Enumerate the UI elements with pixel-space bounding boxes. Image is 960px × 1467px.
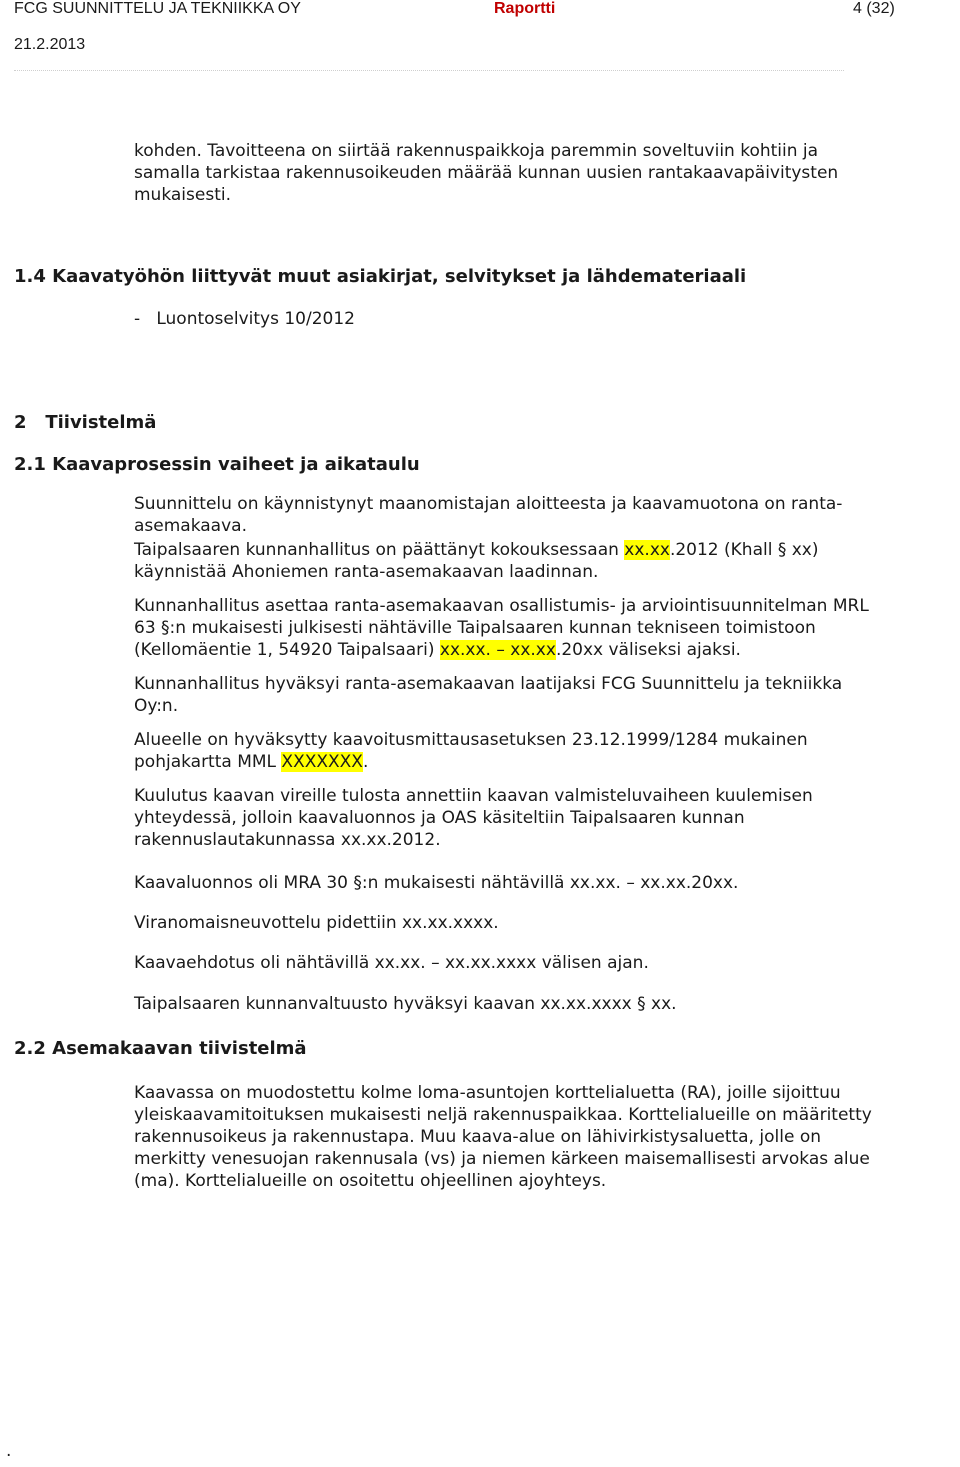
text-line: yhteydessä, jolloin kaavaluonnos ja OAS käsiteltiin Taipalsaaren kunnan bbox=[134, 808, 745, 828]
section-2-1-heading: 2.1 Kaavaprosessin vaiheet ja aikataulu bbox=[14, 454, 420, 475]
text-line: 63 §:n mukaisesti julkisesti nähtäville Taipalsaaren kunnan tekniseen toimistoon bbox=[134, 618, 816, 638]
intro-line: kohden. Tavoitteena on siirtää rakennuspaikkoja paremmin soveltuviin kohtiin ja bbox=[134, 141, 819, 161]
text-line: pohjakartta MML XXXXXXX. bbox=[134, 752, 369, 772]
intro-paragraph bbox=[134, 140, 838, 206]
company-name: FCG SUUNNITTELU JA TEKNIIKKA OY bbox=[14, 0, 301, 17]
text-line: Oy:n. bbox=[134, 696, 179, 716]
text-line: Kunnanhallitus asettaa ranta-asemakaavan osallistumis- ja arviointisuunnitelman MRL bbox=[134, 596, 869, 616]
header-divider bbox=[14, 70, 844, 71]
text-line: Suunnittelu on käynnistynyt maanomistajan aloitteesta ja kaavamuotona on ranta- bbox=[134, 494, 843, 514]
text-line: Kaavassa on muodostettu kolme loma-asuntojen korttelialuetta (RA), joille sijoittuu bbox=[134, 1083, 841, 1103]
intro-line: samalla tarkistaa rakennusoikeuden määrää kunnan uusien rantakaavapäivitysten bbox=[134, 163, 839, 183]
process-paragraph-10: Taipalsaaren kunnanvaltuusto hyväksyi kaavan xx.xx.xxxx § xx. bbox=[134, 994, 677, 1014]
highlight: xx.xx bbox=[624, 540, 670, 560]
text-line: rakennusoikeus ja rakennustapa. Muu kaava-alue on lähivirkistysaluetta, jolle on bbox=[134, 1127, 821, 1147]
process-paragraph-3 bbox=[134, 595, 869, 661]
text-line: merkitty venesuojan rakennusala (vs) ja niemen kärkeen maisemallisesti arvokas alue bbox=[134, 1149, 870, 1169]
text-line: käynnistää Ahoniemen ranta-asemakaavan laadinnan. bbox=[134, 562, 599, 582]
highlight: xx.xx. bbox=[439, 640, 491, 660]
text-line: Kunnanhallitus hyväksyi ranta-asemakaavan laatijaksi FCG Suunnittelu ja tekniikka bbox=[134, 674, 843, 694]
intro-line: mukaisesti. bbox=[134, 185, 231, 205]
process-paragraph-8: Viranomaisneuvottelu pidettiin xx.xx.xxxx. bbox=[134, 913, 499, 933]
document-type: Raportti bbox=[494, 0, 556, 17]
reference-list-item: - Luontoselvitys 10/2012 bbox=[134, 309, 355, 329]
process-paragraph-4 bbox=[134, 673, 842, 717]
footer-mark: . bbox=[6, 1441, 12, 1461]
section-1-4-heading: 1.4 Kaavatyöhön liittyvät muut asiakirjat, selvitykset ja lähdemateriaali bbox=[14, 266, 747, 287]
text-line: rakennuslautakunnassa xx.xx.2012. bbox=[134, 830, 441, 850]
page-header bbox=[0, 0, 960, 60]
document-date: 21.2.2013 bbox=[14, 36, 86, 53]
highlight: xx.xx bbox=[510, 640, 556, 660]
page-number: 4 (32) bbox=[853, 0, 895, 17]
process-paragraph-6 bbox=[134, 785, 813, 851]
process-paragraph-2 bbox=[134, 539, 819, 583]
process-paragraph-1 bbox=[134, 493, 842, 537]
text-line: (ma). Korttelialueille on osoitettu ohjeellinen ajoyhteys. bbox=[134, 1171, 607, 1191]
process-paragraph-5 bbox=[134, 729, 808, 773]
summary-paragraph bbox=[134, 1082, 872, 1192]
text-line: yleiskaavamitoituksen mukaisesti neljä rakennuspaikkaa. Korttelialueille on määritetty bbox=[134, 1105, 872, 1125]
section-2-heading: 2 Tiivistelmä bbox=[14, 412, 157, 433]
section-2-2-heading: 2.2 Asemakaavan tiivistelmä bbox=[14, 1038, 307, 1059]
text-line: (Kellomäentie 1, 54920 Taipalsaari) xx.xx. – xx.xx.20xx väliseksi ajaksi. bbox=[134, 640, 741, 660]
highlight: – bbox=[490, 640, 511, 660]
text-line: Taipalsaaren kunnanhallitus on päättänyt kokouksessaan xx.xx.2012 (Khall § xx) bbox=[134, 540, 819, 560]
highlight: XXXXXXX bbox=[281, 752, 363, 772]
process-paragraph-7: Kaavaluonnos oli MRA 30 §:n mukaisesti nähtävillä xx.xx. – xx.xx.20xx. bbox=[134, 873, 739, 893]
text-line: asemakaava. bbox=[134, 516, 247, 536]
text-line: Alueelle on hyväksytty kaavoitusmittausasetuksen 23.12.1999/1284 mukainen bbox=[134, 730, 808, 750]
text-line: Kuulutus kaavan vireille tulosta annettiin kaavan valmisteluvaiheen kuulemisen bbox=[134, 786, 813, 806]
process-paragraph-9: Kaavaehdotus oli nähtävillä xx.xx. – xx.xx.xxxx välisen ajan. bbox=[134, 953, 649, 973]
